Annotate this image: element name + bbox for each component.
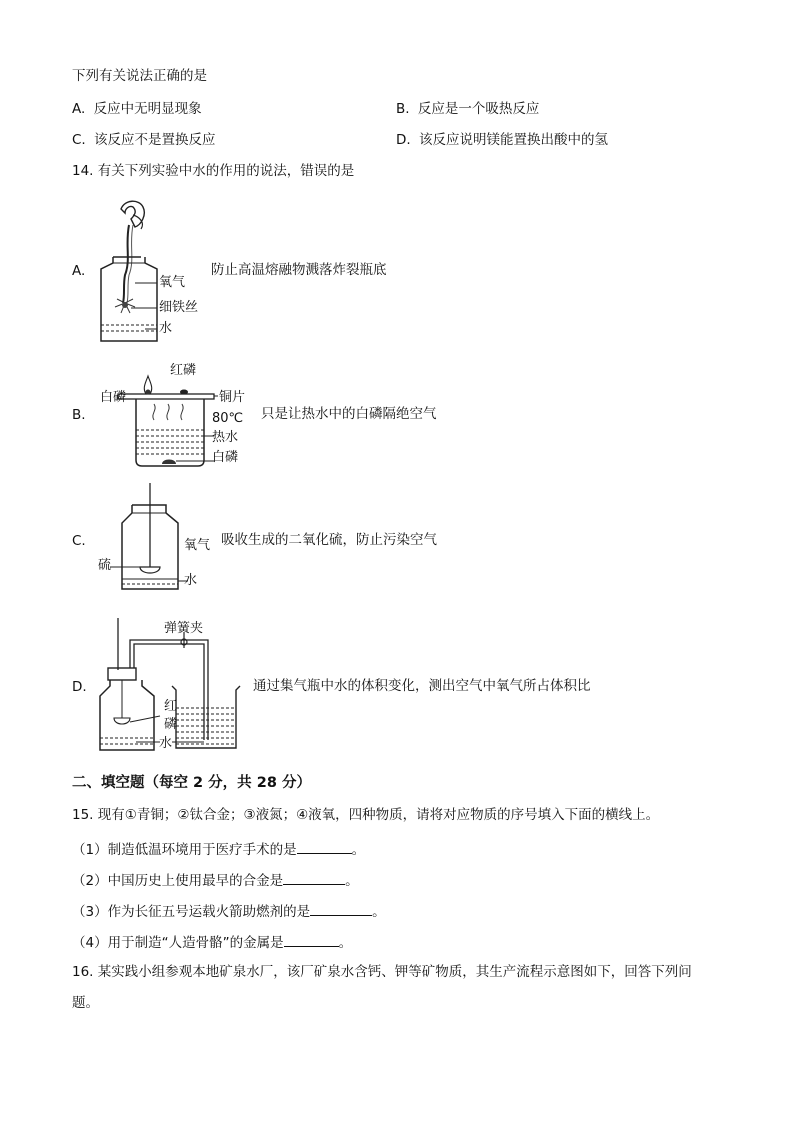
q15-item-1 bbox=[72, 839, 365, 859]
q15-item-3 bbox=[72, 901, 386, 921]
item-text: （1）制造低温环境用于医疗手术的是 bbox=[72, 842, 297, 858]
q14-option-b-letter: B. bbox=[72, 407, 86, 423]
option-text: 该反应说明镁能置换出酸中的氢 bbox=[418, 132, 608, 148]
q13-option-c bbox=[72, 131, 216, 149]
option-text: 反应是一个吸热反应 bbox=[417, 101, 540, 117]
q14-option-b-text: 只是让热水中的白磷隔绝空气 bbox=[261, 406, 437, 422]
label-80c: 80℃ bbox=[212, 411, 244, 426]
label-iron-wire: 细铁丝 bbox=[159, 300, 199, 315]
q14-option-a-letter: A. bbox=[72, 263, 86, 279]
answer-blank[interactable] bbox=[284, 932, 339, 947]
label-red-phosphorus: 红磷 bbox=[170, 363, 197, 378]
label-spring-clamp: 弹簧夹 bbox=[164, 621, 204, 636]
q14-option-a-text: 防止高温熔融物溅落炸裂瓶底 bbox=[211, 262, 387, 278]
label-hot-water: 热水 bbox=[212, 430, 239, 445]
q14-option-d-text: 通过集气瓶中水的体积变化，测出空气中氧气所占体积比 bbox=[253, 678, 591, 694]
label-oxygen-c: 氧气 bbox=[184, 538, 211, 553]
label-white-phosphorus-top: 白磷 bbox=[100, 390, 127, 405]
sulfur-combustion-diagram bbox=[110, 483, 190, 593]
option-text: 反应中无明显现象 bbox=[93, 101, 202, 117]
item-text: （2）中国历史上使用最早的合金是 bbox=[72, 873, 284, 889]
q14-option-c-letter: C. bbox=[72, 533, 86, 549]
q15-item-2 bbox=[72, 870, 359, 890]
label-water-d: 水 bbox=[159, 736, 173, 751]
option-letter: B. bbox=[396, 101, 410, 117]
label-oxygen: 氧气 bbox=[159, 275, 186, 290]
item-end: 。 bbox=[338, 935, 353, 951]
option-letter: C. bbox=[72, 132, 86, 148]
item-text: （4）用于制造“人造骨骼”的金属是 bbox=[72, 935, 284, 951]
q13-option-b bbox=[396, 100, 539, 118]
item-end: 。 bbox=[372, 904, 386, 920]
q14-option-d-letter: D. bbox=[72, 679, 87, 695]
item-end: 。 bbox=[351, 842, 366, 858]
answer-blank[interactable] bbox=[310, 901, 372, 916]
label-water: 水 bbox=[159, 321, 173, 336]
q13-option-a bbox=[72, 100, 202, 118]
q14-option-c-text: 吸收生成的二氧化硫，防止污染空气 bbox=[221, 532, 437, 548]
label-sulfur: 硫 bbox=[98, 558, 112, 573]
iron-wire-burning-diagram bbox=[95, 195, 215, 345]
option-text: 该反应不是置换反应 bbox=[94, 132, 216, 148]
label-red: 红 bbox=[164, 699, 178, 714]
label-white-phosphorus-bottom: 白磷 bbox=[212, 450, 239, 465]
q15-item-4 bbox=[72, 932, 352, 952]
answer-blank[interactable] bbox=[283, 870, 345, 885]
option-letter: A. bbox=[72, 101, 86, 117]
q13-stem-tail: 下列有关说法正确的是 bbox=[72, 68, 207, 84]
phosphorus-combustion-diagram bbox=[118, 372, 218, 468]
option-letter: D. bbox=[396, 132, 411, 148]
q14-stem: 14. 有关下列实验中水的作用的说法，错误的是 bbox=[72, 163, 355, 179]
q15-stem: 15. 现有①青铜；②钛合金；③液氮；④液氧，四种物质，请将对应物质的序号填入下面的横线上。 bbox=[72, 807, 660, 823]
answer-blank[interactable] bbox=[297, 839, 352, 854]
label-water-c: 水 bbox=[184, 573, 198, 588]
section-title: 二、填空题（每空 2 分，共 28 分） bbox=[72, 775, 311, 791]
label-phosphorus: 磷 bbox=[164, 717, 178, 732]
q16-line-2: 题。 bbox=[72, 995, 99, 1011]
label-copper-plate: 铜片 bbox=[219, 390, 246, 405]
item-end: 。 bbox=[345, 873, 359, 889]
q16-line-1: 16. 某实践小组参观本地矿泉水厂，该厂矿泉水含钙、钾等矿物质，其生产流程示意图如下，回答下列问 bbox=[72, 964, 692, 980]
q13-option-d bbox=[396, 131, 608, 149]
item-text: （3）作为长征五号运载火箭助燃剂的是 bbox=[72, 904, 311, 920]
